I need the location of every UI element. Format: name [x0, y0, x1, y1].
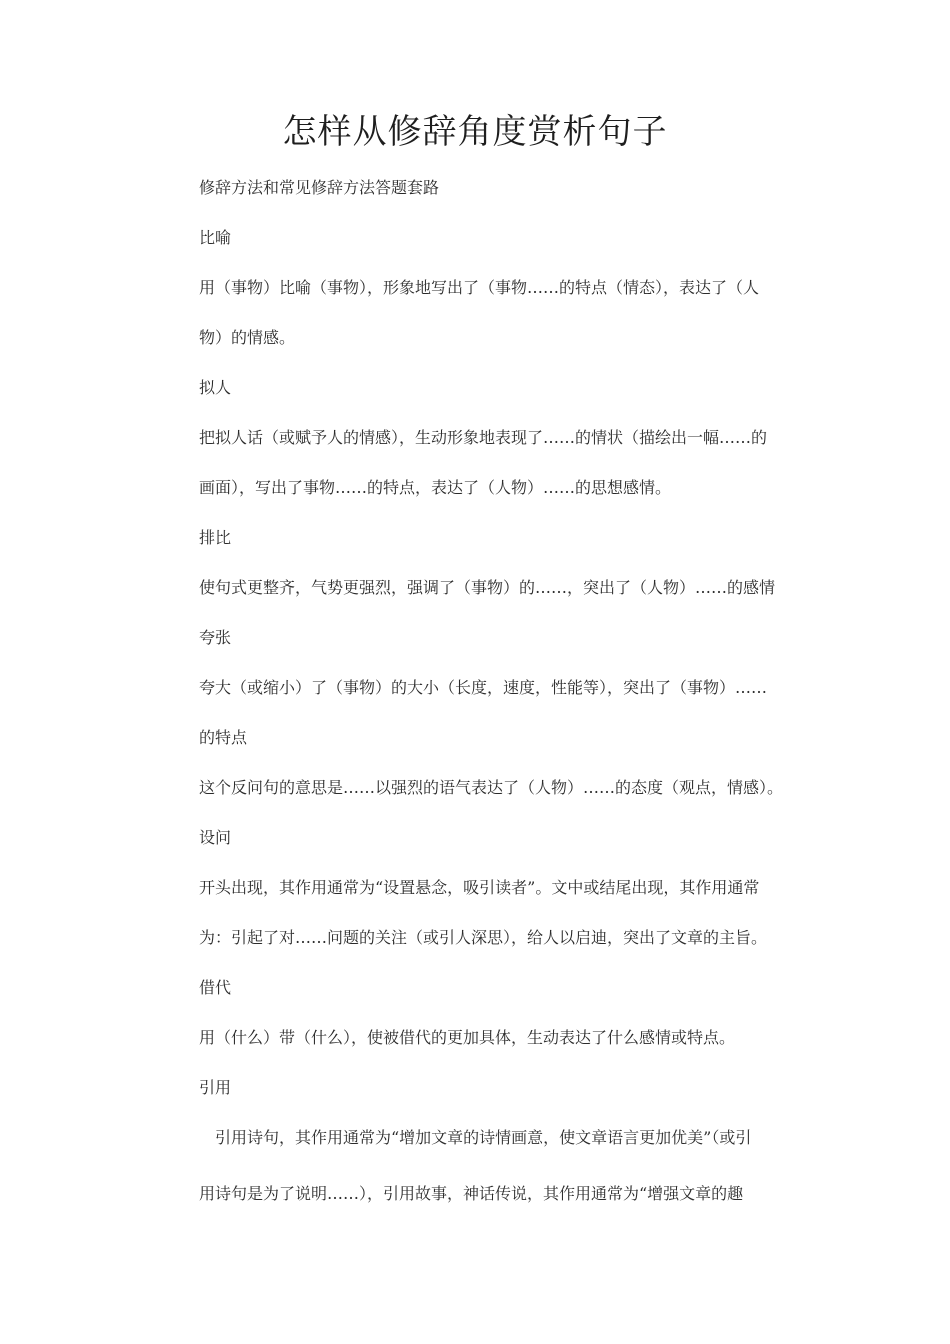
- paragraph-line: 为：引起了对……问题的关注（或引人深思），给人以启迪，突出了文章的主旨。: [199, 928, 768, 947]
- section-heading-metaphor: 比喻: [199, 228, 232, 247]
- section-heading-rhetorical-question: 设问: [199, 828, 232, 847]
- paragraph-line: 这个反问句的意思是……以强烈的语气表达了（人物）……的态度（观点，情感）。: [199, 778, 784, 797]
- section-heading-metonymy: 借代: [199, 978, 232, 997]
- paragraph-line: 用（什么）带（什么），使被借代的更加具体，生动表达了什么感情或特点。: [199, 1028, 736, 1047]
- paragraph-line: 用诗句是为了说明……），引用故事，神话传说，其作用通常为“增强文章的趣: [199, 1184, 744, 1203]
- section-heading-parallelism: 排比: [199, 528, 232, 547]
- section-heading-hyperbole: 夸张: [199, 628, 232, 647]
- paragraph-line: 的特点: [199, 728, 248, 747]
- section-heading-personification: 拟人: [199, 378, 232, 397]
- paragraph-line: 夸大（或缩小）了（事物）的大小（长度，速度，性能等），突出了（事物）……: [199, 678, 768, 697]
- paragraph-line: 用（事物）比喻（事物），形象地写出了（事物……的特点（情态），表达了（人: [199, 278, 760, 297]
- document-title: 怎样从修辞角度赏析句子: [282, 112, 668, 152]
- paragraph-line: 物）的情感。: [199, 328, 296, 347]
- intro-line: 修辞方法和常见修辞方法答题套路: [199, 178, 440, 197]
- paragraph-line: 画面），写出了事物……的特点，表达了（人物）……的思想感情。: [199, 478, 672, 497]
- paragraph-line: 引用诗句，其作用通常为“增加文章的诗情画意，使文章语言更加优美”（或引: [215, 1128, 752, 1147]
- paragraph-line: 把拟人话（或赋予人的情感），生动形象地表现了……的情状（描绘出一幅……的: [199, 428, 768, 447]
- section-heading-quotation: 引用: [199, 1078, 232, 1097]
- paragraph-line: 使句式更整齐，气势更强烈，强调了（事物）的……，突出了（人物）……的感情: [199, 578, 776, 597]
- paragraph-line: 开头出现，其作用通常为“设置悬念，吸引读者”。文中或结尾出现，其作用通常: [199, 878, 760, 897]
